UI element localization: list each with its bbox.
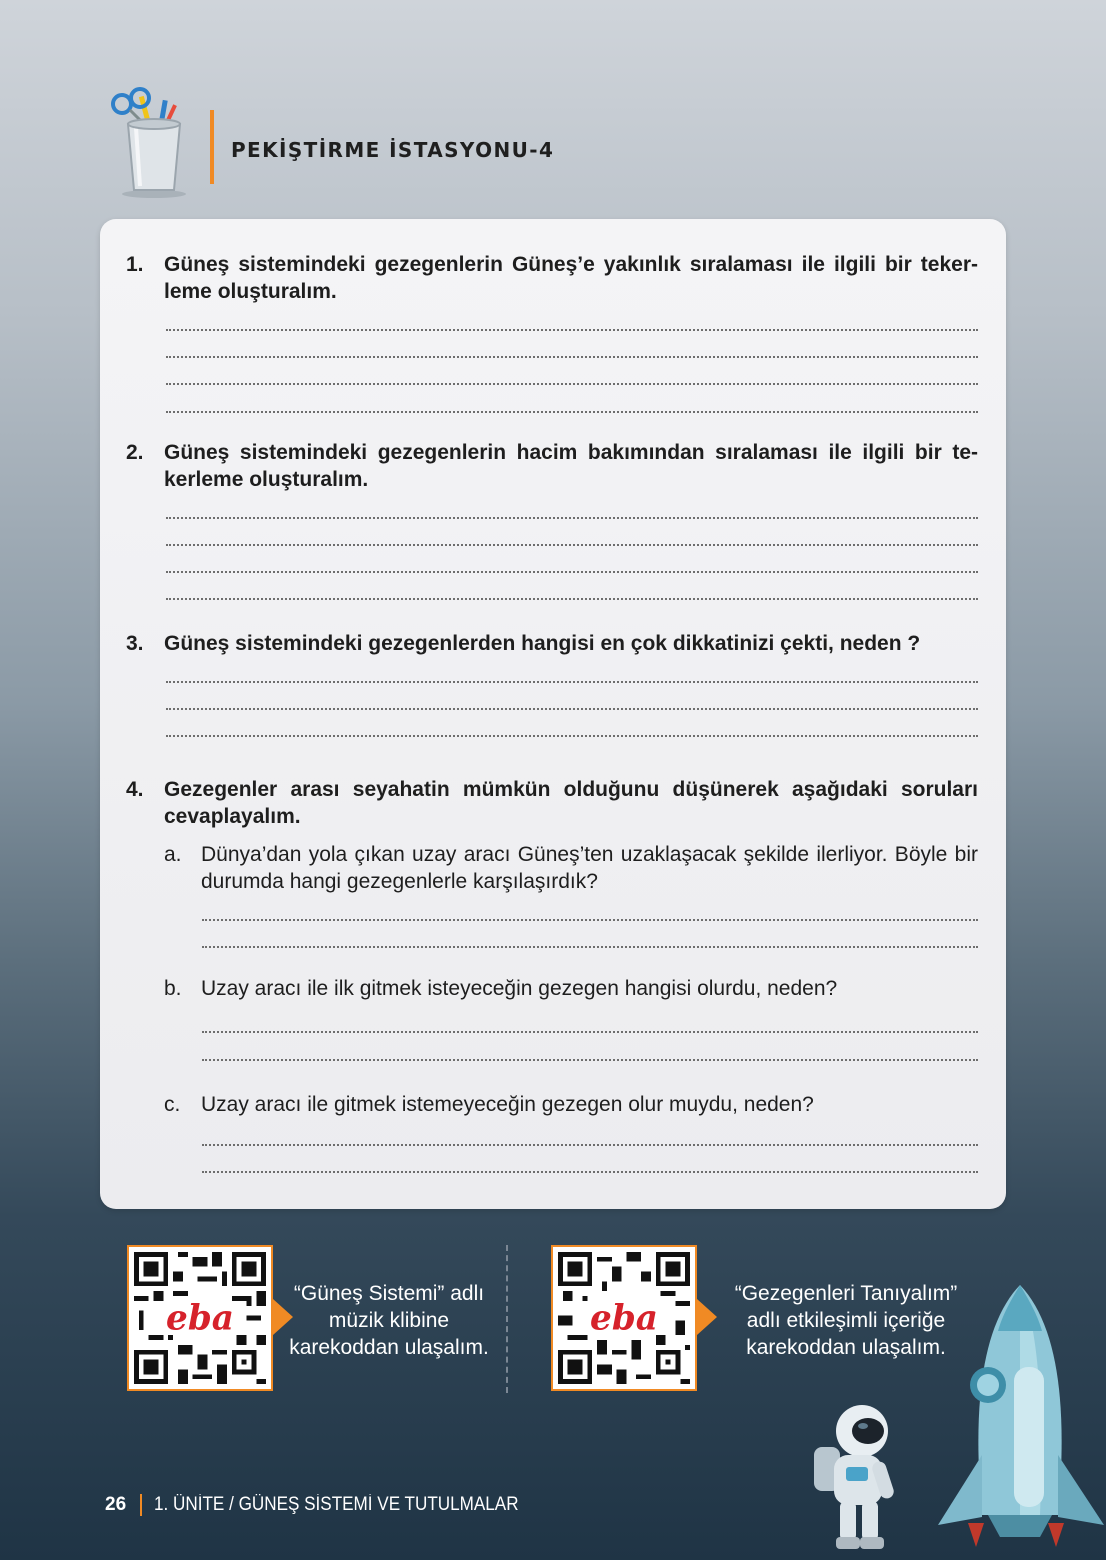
answer-line[interactable] bbox=[166, 706, 978, 710]
subquestion-a bbox=[164, 841, 978, 895]
svg-text:eba: eba bbox=[166, 1298, 234, 1339]
answer-line[interactable] bbox=[202, 1169, 978, 1173]
caption-line: karekoddan ulaşalım. bbox=[746, 1336, 946, 1359]
question-text: Güneş sistemindeki gezegenlerden hangisi en çok dikkatinizi çekti, neden ? bbox=[164, 632, 921, 655]
answer-line[interactable] bbox=[166, 327, 978, 331]
qr-caption bbox=[277, 1280, 501, 1361]
caption-line: “Gezegenleri Tanıyalım” bbox=[734, 1282, 958, 1305]
question-2 bbox=[126, 439, 978, 493]
answer-line[interactable] bbox=[202, 944, 978, 948]
answer-line[interactable] bbox=[166, 679, 978, 683]
page-footer bbox=[105, 1494, 559, 1516]
question-1 bbox=[126, 251, 978, 305]
question-text: Güneş sistemindeki gezegenlerin hacim bakımından sıralaması ile ilgili bir te-kerleme oluşturalım. bbox=[164, 441, 978, 491]
qr-link-1[interactable] bbox=[127, 1245, 507, 1395]
answer-line[interactable] bbox=[166, 515, 978, 519]
qr-code-icon[interactable] bbox=[127, 1245, 273, 1391]
subquestion-letter: a. bbox=[164, 843, 182, 866]
subquestion-text: Uzay aracı ile ilk gitmek isteyeceğin gezegen hangisi olurdu, neden? bbox=[201, 977, 838, 1000]
subquestion-letter: c. bbox=[164, 1093, 181, 1116]
subquestion-text: Uzay aracı ile gitmek istemeyeceğin gezegen olur muydu, neden? bbox=[201, 1093, 814, 1116]
answer-line[interactable] bbox=[166, 569, 978, 573]
question-number: 2. bbox=[126, 441, 144, 464]
qr-code-icon[interactable] bbox=[551, 1245, 697, 1391]
answer-line[interactable] bbox=[166, 596, 978, 600]
svg-text:eba: eba bbox=[590, 1298, 658, 1339]
question-text: Gezegenler arası seyahatin mümkün olduğunu düşünerek aşağıdaki soruları cevaplayalım. bbox=[164, 778, 978, 828]
answer-line[interactable] bbox=[202, 917, 978, 921]
question-number: 4. bbox=[126, 778, 144, 801]
question-text: Güneş sistemindeki gezegenlerin Güneş’e yakınlık sıralaması ile ilgili bir teker-leme oluşturalım. bbox=[164, 253, 978, 303]
section-header bbox=[108, 86, 588, 206]
qr-link-2[interactable] bbox=[551, 1245, 971, 1395]
arrow-right-icon bbox=[697, 1299, 717, 1335]
answer-line[interactable] bbox=[202, 1029, 978, 1033]
page-number: 26 bbox=[105, 1494, 127, 1516]
answer-line[interactable] bbox=[202, 1142, 978, 1146]
question-number: 1. bbox=[126, 253, 144, 276]
caption-line: karekoddan ulaşalım. bbox=[289, 1336, 489, 1359]
answer-line[interactable] bbox=[166, 354, 978, 358]
caption-line: müzik klibine bbox=[328, 1309, 450, 1332]
subquestion-c bbox=[164, 1091, 978, 1118]
caption-line: “Güneş Sistemi” adlı bbox=[293, 1282, 485, 1305]
pencil-cup-icon bbox=[108, 86, 204, 202]
answer-line[interactable] bbox=[202, 1057, 978, 1061]
caption-line: adlı etkileşimli içeriğe bbox=[746, 1309, 946, 1332]
header-accent-bar bbox=[210, 110, 214, 184]
qr-separator bbox=[506, 1245, 508, 1393]
question-3 bbox=[126, 630, 978, 657]
worksheet-card bbox=[100, 219, 1006, 1209]
answer-line[interactable] bbox=[166, 733, 978, 737]
question-number: 3. bbox=[126, 632, 144, 655]
rocket-illustration bbox=[928, 1285, 1106, 1560]
subquestion-b bbox=[164, 975, 978, 1002]
answer-line[interactable] bbox=[166, 409, 978, 413]
astronaut-illustration bbox=[800, 1395, 910, 1555]
unit-title: 1. ÜNİTE / GÜNEŞ SİSTEMİ VE TUTULMALAR bbox=[154, 1494, 519, 1516]
subquestion-text: Dünya’dan yola çıkan uzay aracı Güneş’ten uzaklaşacak şekilde ilerliyor. Böyle bir durumda hangi gezegenlerle karşılaşırdık? bbox=[201, 843, 978, 893]
answer-line[interactable] bbox=[166, 542, 978, 546]
footer-divider bbox=[140, 1494, 142, 1516]
answer-line[interactable] bbox=[166, 381, 978, 385]
subquestion-letter: b. bbox=[164, 977, 182, 1000]
question-4 bbox=[126, 776, 978, 830]
page-title: PEKİŞTİRME İSTASYONU-4 bbox=[231, 138, 555, 162]
